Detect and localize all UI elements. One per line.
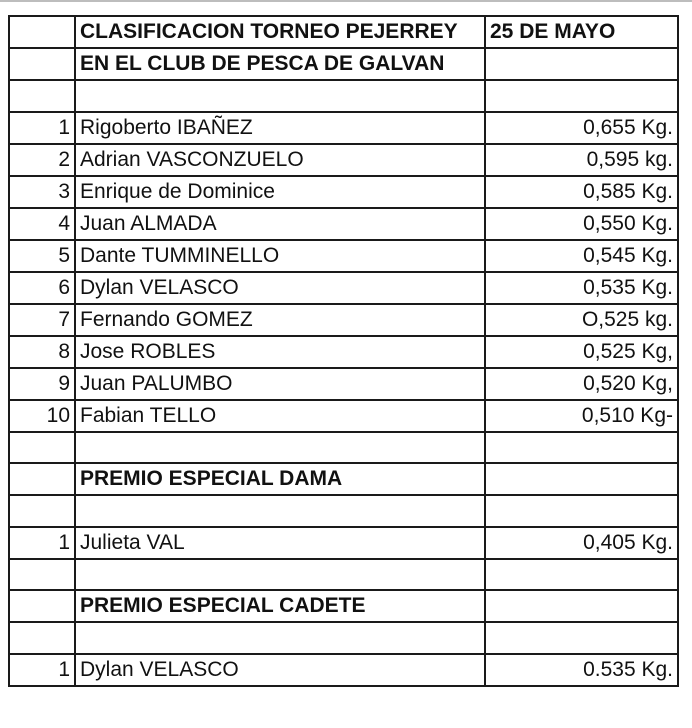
name-cell: Enrique de Dominice: [75, 176, 485, 208]
results-table-body: [9, 16, 678, 686]
weight-cell: O,525 kg.: [485, 304, 678, 336]
name-cell: Fabian TELLO: [75, 400, 485, 432]
empty-cell: [485, 495, 678, 527]
empty-cell: [485, 48, 678, 80]
empty-cell: [9, 48, 75, 80]
dama-row: [9, 527, 678, 559]
weight-cell: 0,550 Kg.: [485, 208, 678, 240]
empty-cell: [9, 16, 75, 48]
name-cell: Juan ALMADA: [75, 208, 485, 240]
empty-cell: [485, 622, 678, 654]
empty-cell: [75, 622, 485, 654]
ranking-row: [9, 240, 678, 272]
position-cell: 5: [9, 240, 75, 272]
ranking-row: [9, 144, 678, 176]
dama-title: PREMIO ESPECIAL DAMA: [75, 463, 485, 495]
blank-row: [9, 432, 678, 464]
name-cell: Dante TUMMINELLO: [75, 240, 485, 272]
empty-cell: [9, 432, 75, 464]
cadete-title-row: [9, 590, 678, 622]
position-cell: 10: [9, 400, 75, 432]
ranking-row: [9, 272, 678, 304]
header-row-1: [9, 16, 678, 48]
position-cell: 4: [9, 208, 75, 240]
weight-cell: 0,520 Kg,: [485, 368, 678, 400]
weight-cell: 0,545 Kg.: [485, 240, 678, 272]
empty-cell: [485, 432, 678, 464]
position-cell: 1: [9, 654, 75, 686]
blank-row: [9, 495, 678, 527]
name-cell: Julieta VAL: [75, 527, 485, 559]
date-cell: 25 DE MAYO: [485, 16, 678, 48]
empty-cell: [9, 80, 75, 112]
top-border-line: [0, 0, 692, 2]
empty-cell: [9, 559, 75, 591]
name-cell: Juan PALUMBO: [75, 368, 485, 400]
ranking-row: [9, 336, 678, 368]
cadete-row: [9, 654, 678, 686]
empty-cell: [75, 559, 485, 591]
ranking-row: [9, 208, 678, 240]
weight-cell: 0,585 Kg.: [485, 176, 678, 208]
blank-row: [9, 559, 678, 591]
empty-cell: [9, 622, 75, 654]
ranking-row: [9, 368, 678, 400]
empty-cell: [485, 463, 678, 495]
dama-title-row: [9, 463, 678, 495]
title-line-2: EN EL CLUB DE PESCA DE GALVAN: [75, 48, 485, 80]
empty-cell: [9, 495, 75, 527]
empty-cell: [75, 80, 485, 112]
ranking-row: [9, 176, 678, 208]
weight-cell: 0,525 Kg,: [485, 336, 678, 368]
empty-cell: [75, 432, 485, 464]
position-cell: 1: [9, 112, 75, 144]
name-cell: Dylan VELASCO: [75, 272, 485, 304]
empty-cell: [9, 590, 75, 622]
weight-cell: 0.535 Kg.: [485, 654, 678, 686]
ranking-row: [9, 304, 678, 336]
position-cell: 9: [9, 368, 75, 400]
name-cell: Adrian VASCONZUELO: [75, 144, 485, 176]
empty-cell: [9, 463, 75, 495]
name-cell: Jose ROBLES: [75, 336, 485, 368]
empty-cell: [75, 495, 485, 527]
weight-cell: 0,535 Kg.: [485, 272, 678, 304]
cadete-title: PREMIO ESPECIAL CADETE: [75, 590, 485, 622]
title-line-1: CLASIFICACION TORNEO PEJERREY: [75, 16, 485, 48]
position-cell: 3: [9, 176, 75, 208]
name-cell: Dylan VELASCO: [75, 654, 485, 686]
header-row-2: [9, 48, 678, 80]
position-cell: 6: [9, 272, 75, 304]
empty-cell: [485, 559, 678, 591]
position-cell: 1: [9, 527, 75, 559]
blank-row: [9, 80, 678, 112]
empty-cell: [485, 590, 678, 622]
weight-cell: 0,655 Kg.: [485, 112, 678, 144]
results-table: [8, 15, 679, 687]
ranking-row: [9, 112, 678, 144]
ranking-row: [9, 400, 678, 432]
weight-cell: 0,510 Kg-: [485, 400, 678, 432]
blank-row: [9, 622, 678, 654]
empty-cell: [485, 80, 678, 112]
weight-cell: 0,405 Kg.: [485, 527, 678, 559]
position-cell: 8: [9, 336, 75, 368]
weight-cell: 0,595 kg.: [485, 144, 678, 176]
position-cell: 2: [9, 144, 75, 176]
position-cell: 7: [9, 304, 75, 336]
name-cell: Rigoberto IBAÑEZ: [75, 112, 485, 144]
name-cell: Fernando GOMEZ: [75, 304, 485, 336]
